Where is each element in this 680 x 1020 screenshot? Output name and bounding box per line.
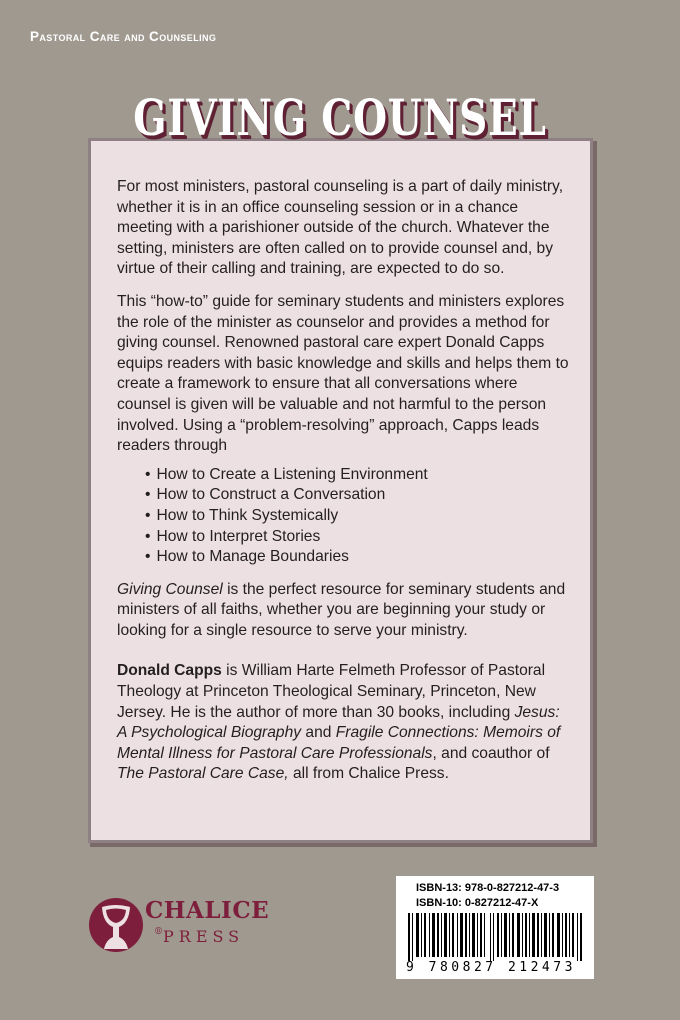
bio-text: , and coauthor of — [432, 744, 550, 762]
book-title-2: Fragile Connections: Memoirs of Mental Illness for Pastoral Care Professionals — [117, 724, 561, 762]
series-label: Pastoral Care and Counseling — [30, 29, 217, 44]
title-wrap — [0, 88, 680, 168]
list-item: • How to Create a Listening Environment — [145, 465, 572, 486]
barcode — [408, 913, 584, 961]
skills-list — [117, 465, 572, 568]
bio-text: and — [301, 724, 336, 742]
list-item: • How to Construct a Conversation — [145, 485, 572, 506]
author-name: Donald Capps — [117, 662, 222, 680]
publisher-name: CHALICE — [145, 897, 270, 924]
isbn-box — [396, 876, 594, 979]
bio-text: all from Chalice Press. — [288, 765, 449, 783]
book-title: GIVING COUNSEL — [133, 88, 547, 147]
author-bio — [117, 661, 572, 785]
list-item: • How to Manage Boundaries — [145, 547, 572, 568]
publisher-logo — [88, 893, 288, 957]
isbn-13: ISBN-13: 978-0-827212-47-3 — [416, 882, 560, 894]
resource-title: Giving Counsel — [117, 580, 223, 598]
isbn-10: ISBN-10: 0-827212-47-X — [416, 897, 539, 909]
book-title-1: Jesus: A Psychological Biography — [117, 703, 560, 742]
bio-text: is William Harte Felmeth Professor of Pastoral Theology at Princeton Theological Seminary, Princeton, New Jersey. He is the author of more than 30 books, including — [117, 662, 546, 721]
resource-text: is the perfect resource for seminary students and ministers of all faiths, whether you are beginning your study or looking for a single resource to serve your ministry. — [117, 580, 566, 639]
barcode-digits: 9 780827 212473 — [406, 960, 576, 975]
list-item: • How to Interpret Stories — [145, 527, 572, 548]
guide-paragraph: This “how-to” guide for seminary students and ministers explores the role of the minister as counselor and provides a method for giving counsel. Renowned pastoral care expert Donald Capps equips readers with basic knowledge and skills and helps them to create a framework to ensure that all conversations where counsel is given will be valuable and not harmful to the person involved. Using a “problem-resolving” approach, Capps leads readers through — [117, 292, 569, 455]
intro-paragraph: For most ministers, pastoral counseling is a part of daily ministry, whether it is in an office counseling session or in a chance meeting with a parishioner outside of the church. Whatever the setting, ministers are often called on to provide counsel and, by virtue of their calling and training, are expected to do so. — [117, 178, 564, 278]
list-item: • How to Think Systemically — [145, 506, 572, 527]
publisher-sub-text: PRESS — [163, 927, 245, 946]
resource-paragraph — [117, 580, 572, 642]
description-body — [117, 177, 572, 797]
registered-mark: ® — [154, 927, 163, 937]
chalice-icon — [88, 893, 148, 957]
book-title-3: The Pastoral Care Case, — [117, 765, 289, 783]
publisher-sub — [154, 927, 244, 946]
